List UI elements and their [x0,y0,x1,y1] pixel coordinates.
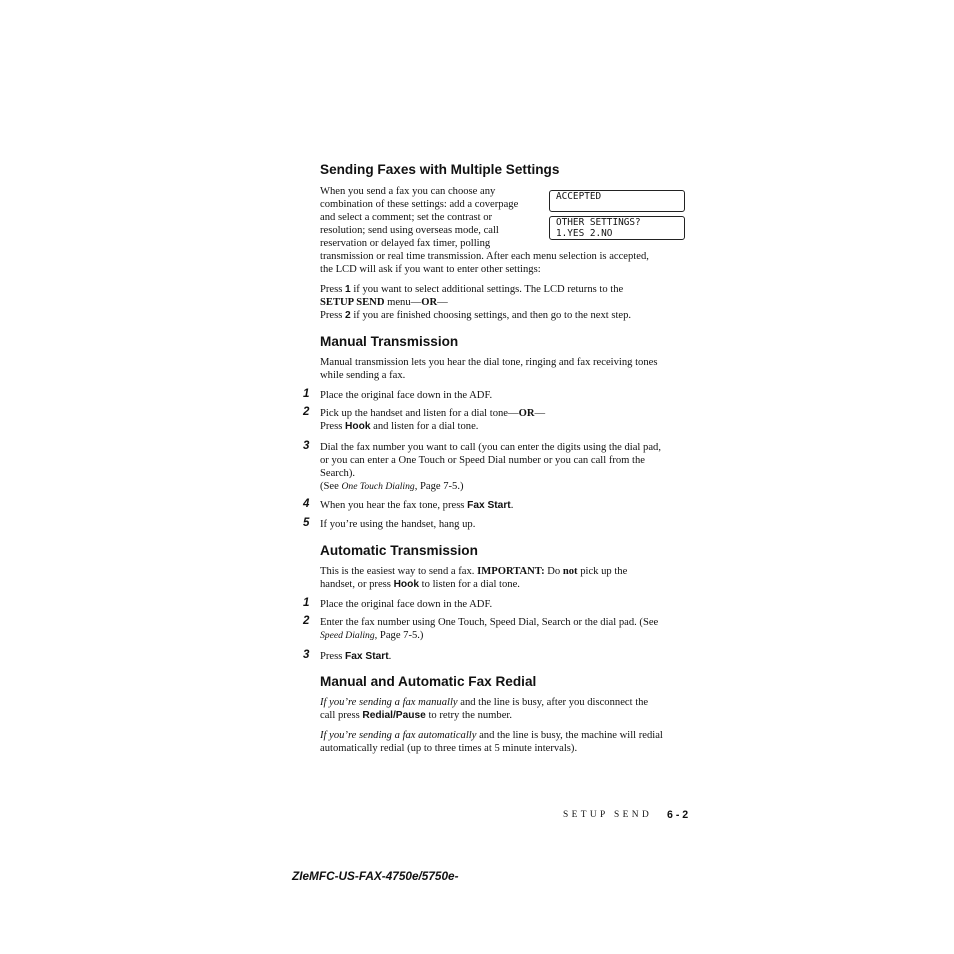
footer-section-name: SETUP SEND [563,810,653,820]
text-line [320,309,692,322]
text: handset, or press [320,579,394,590]
lcd-display-other-settings [549,216,685,240]
text: This is the easiest way to send a fax. [320,566,478,577]
section-heading-automatic-transmission: Automatic Transmission [320,543,478,558]
text: Press [320,284,346,295]
text-line [320,578,692,591]
text: — [534,408,546,419]
text-line [320,420,692,433]
cross-reference: Speed Dialing [320,630,375,641]
key-label: Hook [393,579,420,590]
automatic-transmission-intro [320,565,692,591]
text-line [320,296,692,309]
section-heading-multiple-settings: Sending Faxes with Multiple Settings [320,162,560,177]
text-line: or you can enter a One Touch or Speed Dial number or you can call from the [320,455,646,466]
manual-transmission-intro [320,356,692,382]
step-text [320,441,692,493]
fax-redial-paragraph-2 [320,729,692,755]
emphasis: If you’re sending a fax automatically [320,730,477,741]
step-number: 1 [303,388,310,400]
or-label: OR [421,297,438,308]
key-label: Redial/Pause [362,710,426,721]
step-text [320,650,692,663]
step-text [320,518,692,531]
text-line: Enter the fax number using One Touch, Speed Dial, Search or the dial pad. (See [320,617,659,628]
text: Pick up the handset and listen for a dial tone— [320,408,519,419]
text-line: resolution; send using overseas mode, call [320,225,499,236]
press-instructions [320,283,692,322]
lcd-display-accepted [549,190,685,212]
step-number: 3 [303,440,310,452]
text: to retry the number. [425,710,512,721]
text: . [510,500,514,511]
text-line [320,629,692,642]
text-line [320,499,692,512]
text-line: reservation or delayed fax timer, polling [320,238,491,249]
section-heading-manual-transmission: Manual Transmission [320,334,459,349]
emphasis: If you’re sending a fax manually [320,697,458,708]
text: menu— [384,297,422,308]
text-line: while sending a fax. [320,370,406,381]
text-line: transmission or real time transmission. After each menu selection is accepted, [320,251,649,262]
text-line: and select a comment; set the contrast or [320,212,493,223]
lcd-text-line1: OTHER SETTINGS? [556,217,641,228]
text-line: When you send a fax you can choose any [320,186,496,197]
model-identifier: ZIeMFC-US-FAX-4750e/5750e- [292,869,459,883]
text: Press [320,421,346,432]
cross-reference: One Touch Dialing [341,481,415,492]
step-number: 1 [303,597,310,609]
step-text [320,598,692,611]
text: Press [320,651,346,662]
text-line [320,650,692,663]
menu-name: SETUP SEND [320,297,385,308]
step-number: 5 [303,517,310,529]
text: call press [320,710,363,721]
text: , Page 7-5.) [374,630,424,641]
text: and listen for a dial tone. [370,421,479,432]
step-text [320,407,692,433]
text-line: Place the original face down in the ADF. [320,390,493,401]
text-line: Manual transmission lets you hear the dial tone, ringing and fax receiving tones [320,357,658,368]
text-line [320,565,692,578]
text-line: If you’re using the handset, hang up. [320,519,476,530]
footer-page-number: 6 - 2 [667,809,689,821]
text-line: automatically redial (up to three times at 5 minute intervals). [320,743,578,754]
key-label: Fax Start [345,651,389,662]
important-label: IMPORTANT: [477,566,545,577]
step-number: 2 [303,615,310,627]
text: (See [320,481,342,492]
text-line [320,696,692,709]
text-line [320,729,692,742]
step-number: 3 [303,649,310,661]
step-text [320,389,692,402]
fax-redial-paragraph-1 [320,696,692,722]
text-line: the LCD will ask if you want to enter other settings: [320,264,541,275]
text-line [320,407,692,420]
section-heading-fax-redial: Manual and Automatic Fax Redial [320,674,537,689]
text-line: Place the original face down in the ADF. [320,599,493,610]
text: if you are finished choosing settings, and then go to the next step. [350,310,632,321]
key-label: Hook [345,421,371,432]
or-label: OR [518,408,535,419]
text: if you want to select additional settings. The LCD returns to the [350,284,624,295]
key-label: 1 [345,284,351,295]
lcd-text-line2: 1.YES 2.NO [556,227,613,239]
text: When you hear the fax tone, press [320,500,468,511]
text-line: Search). [320,468,355,479]
text-line: combination of these settings: add a coverpage [320,199,519,210]
text: — [437,297,448,308]
text-line [320,283,692,296]
step-number: 4 [303,498,310,510]
emphasis: not [562,566,578,577]
text: Do [544,566,563,577]
step-number: 2 [303,406,310,418]
text-line [320,480,692,493]
key-label: Fax Start [467,500,511,511]
step-text [320,499,692,512]
lcd-text: ACCEPTED [556,191,602,202]
text: pick up the [577,566,628,577]
text-line [320,709,692,722]
text: and the line is busy, after you disconnect the [457,697,649,708]
text: , Page 7-5.) [414,481,464,492]
text: Press [320,310,346,321]
key-label: 2 [345,310,351,321]
text: and the line is busy, the machine will redial [476,730,663,741]
text-line: Dial the fax number you want to call (you can enter the digits using the dial pad, [320,442,661,453]
text: to listen for a dial tone. [419,579,520,590]
text: . [388,651,392,662]
step-text [320,616,692,642]
